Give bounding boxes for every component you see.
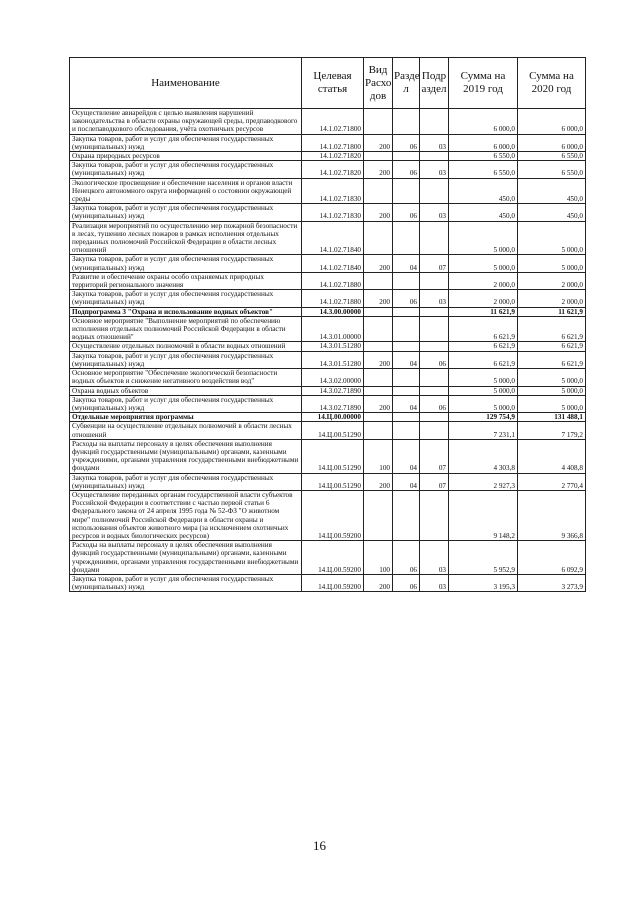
row-subsection: 07	[420, 439, 449, 473]
row-sum-2020: 3 273,9	[518, 574, 586, 591]
row-name: Закупка товаров, работ и услуг для обеспечения государственных (муниципальных) нужд	[70, 473, 302, 490]
row-expense-kind	[364, 369, 393, 386]
row-sum-2020: 11 621,9	[518, 307, 586, 316]
row-expense-kind: 200	[364, 395, 393, 412]
row-target-code: 14.3.01.51280	[302, 351, 364, 368]
row-target-code: 14.3.02.00000	[302, 369, 364, 386]
row-subsection	[420, 109, 449, 135]
row-sum-2020: 5 000,0	[518, 395, 586, 412]
row-section	[393, 316, 420, 342]
row-name: Охрана природных ресурсов	[70, 152, 302, 161]
row-name: Закупка товаров, работ и услуг для обеспечения государственных (муниципальных) нужд	[70, 161, 302, 178]
table-body	[70, 109, 586, 592]
row-name: Субвенции на осуществление отдельных полномочий в области лесных отношений	[70, 422, 302, 439]
header-name: Наименование	[70, 58, 302, 109]
row-name: Расходы на выплаты персоналу в целях обеспечения выполнения функций государственными (муниципальными) органами, казенными учреждениями, органами управления государственными внебюджетными фондами	[70, 439, 302, 473]
row-sum-2020: 6 092,9	[518, 541, 586, 575]
row-section	[393, 152, 420, 161]
row-expense-kind	[364, 413, 393, 422]
table-row	[70, 255, 586, 272]
row-target-code: 14.Ц.00.59200	[302, 574, 364, 591]
row-name: Закупка товаров, работ и услуг для обеспечения государственных (муниципальных) нужд	[70, 574, 302, 591]
row-target-code: 14.3.01.51280	[302, 342, 364, 351]
row-sum-2020: 6 550,0	[518, 161, 586, 178]
budget-table	[69, 57, 586, 592]
header-subsection: Подр аздел	[420, 58, 449, 109]
row-name: Подпрограмма 3 "Охрана и использование водных объектов"	[70, 307, 302, 316]
row-expense-kind: 200	[364, 134, 393, 151]
row-name: Охрана водных объектов	[70, 386, 302, 395]
row-section	[393, 422, 420, 439]
row-subsection	[420, 152, 449, 161]
row-target-code: 14.1.02.71840	[302, 221, 364, 255]
row-expense-kind: 200	[364, 290, 393, 307]
row-target-code: 14.3.00.00000	[302, 307, 364, 316]
row-name: Развитие и обеспечение охраны особо охраняемых природных территорий регионального значения	[70, 272, 302, 289]
row-name: Осуществление отдельных полномочий в области водных отношений	[70, 342, 302, 351]
row-sum-2020: 6 621,9	[518, 316, 586, 342]
row-sum-2020: 2 770,4	[518, 473, 586, 490]
row-sum-2019: 5 000,0	[449, 395, 518, 412]
row-name: Основное мероприятие "Выполнение мероприятий по обеспечению исполнения отдельных полномочий Российской Федерации в области водных отношений"	[70, 316, 302, 342]
row-section	[393, 109, 420, 135]
row-expense-kind	[364, 221, 393, 255]
row-sum-2019: 5 000,0	[449, 386, 518, 395]
row-section: 04	[393, 439, 420, 473]
table-row	[70, 178, 586, 204]
row-name: Расходы на выплаты персоналу в целях обеспечения выполнения функций государственными (муниципальными) органами, казенными учреждениями, органами управления государственными внебюджетными фондами	[70, 541, 302, 575]
row-subsection: 06	[420, 351, 449, 368]
row-subsection: 07	[420, 473, 449, 490]
row-target-code: 14.1.02.71880	[302, 272, 364, 289]
table-row	[70, 221, 586, 255]
row-expense-kind: 100	[364, 541, 393, 575]
row-sum-2019: 6 621,9	[449, 342, 518, 351]
row-sum-2019: 2 927,3	[449, 473, 518, 490]
row-expense-kind	[364, 490, 393, 540]
row-expense-kind	[364, 422, 393, 439]
row-subsection	[420, 221, 449, 255]
row-subsection	[420, 342, 449, 351]
header-sum-2020: Сумма на 2020 год	[518, 58, 586, 109]
row-section	[393, 178, 420, 204]
row-expense-kind	[364, 152, 393, 161]
row-sum-2019: 7 231,1	[449, 422, 518, 439]
row-sum-2020: 6 621,9	[518, 351, 586, 368]
row-sum-2019: 5 000,0	[449, 221, 518, 255]
table-row	[70, 395, 586, 412]
row-section	[393, 386, 420, 395]
row-sum-2020: 5 000,0	[518, 221, 586, 255]
row-sum-2019: 450,0	[449, 204, 518, 221]
row-sum-2020: 2 000,0	[518, 272, 586, 289]
row-subsection	[420, 316, 449, 342]
table-row	[70, 351, 586, 368]
row-subsection: 03	[420, 574, 449, 591]
row-target-code: 14.3.01.00000	[302, 316, 364, 342]
row-section: 04	[393, 395, 420, 412]
row-sum-2020: 5 000,0	[518, 386, 586, 395]
row-section	[393, 307, 420, 316]
row-subsection	[420, 490, 449, 540]
row-subsection: 03	[420, 541, 449, 575]
row-expense-kind	[364, 307, 393, 316]
row-expense-kind: 200	[364, 161, 393, 178]
row-sum-2020: 2 000,0	[518, 290, 586, 307]
row-sum-2019: 4 303,8	[449, 439, 518, 473]
row-name: Закупка товаров, работ и услуг для обеспечения государственных (муниципальных) нужд	[70, 255, 302, 272]
row-name: Закупка товаров, работ и услуг для обеспечения государственных (муниципальных) нужд	[70, 204, 302, 221]
row-sum-2019: 6 000,0	[449, 109, 518, 135]
table-row	[70, 272, 586, 289]
row-section	[393, 413, 420, 422]
table-row	[70, 473, 586, 490]
table-row	[70, 386, 586, 395]
row-section	[393, 272, 420, 289]
row-target-code: 14.Ц.00.59200	[302, 541, 364, 575]
row-sum-2020: 5 000,0	[518, 255, 586, 272]
row-target-code: 14.1.02.71820	[302, 152, 364, 161]
row-section: 06	[393, 204, 420, 221]
row-target-code: 14.1.02.71800	[302, 134, 364, 151]
row-name: Закупка товаров, работ и услуг для обеспечения государственных (муниципальных) нужд	[70, 351, 302, 368]
table-row	[70, 109, 586, 135]
row-subsection	[420, 178, 449, 204]
row-section	[393, 342, 420, 351]
table-row	[70, 541, 586, 575]
row-target-code: 14.Ц.00.59200	[302, 490, 364, 540]
table-row	[70, 134, 586, 151]
row-sum-2019: 6 550,0	[449, 161, 518, 178]
table-row	[70, 161, 586, 178]
row-name: Отдельные мероприятия программы	[70, 413, 302, 422]
row-target-code: 14.3.02.71890	[302, 386, 364, 395]
row-sum-2019: 2 000,0	[449, 272, 518, 289]
row-sum-2019: 2 000,0	[449, 290, 518, 307]
row-sum-2019: 6 550,0	[449, 152, 518, 161]
row-target-code: 14.1.02.71830	[302, 178, 364, 204]
table-row	[70, 413, 586, 422]
row-sum-2020: 9 366,8	[518, 490, 586, 540]
row-sum-2020: 450,0	[518, 204, 586, 221]
row-expense-kind: 200	[364, 255, 393, 272]
row-sum-2020: 6 550,0	[518, 152, 586, 161]
row-target-code: 14.3.02.71890	[302, 395, 364, 412]
row-subsection	[420, 413, 449, 422]
row-subsection: 06	[420, 395, 449, 412]
row-expense-kind	[364, 178, 393, 204]
row-name: Осуществление переданных органам государственной власти субъектов Российской Федерации в соответствии с частью первой статьи 6 Федерального закона от 24 апреля 1995 года № 52-ФЗ "О животном мире" полномочий Российской Федерации в области охраны и использования объектов животного мира (за исключением охотничьих ресурсов и водных биологических ресурсов)	[70, 490, 302, 540]
row-sum-2020: 6 000,0	[518, 109, 586, 135]
row-expense-kind	[364, 386, 393, 395]
row-sum-2019: 3 195,3	[449, 574, 518, 591]
row-section	[393, 369, 420, 386]
row-name: Закупка товаров, работ и услуг для обеспечения государственных (муниципальных) нужд	[70, 395, 302, 412]
row-sum-2019: 450,0	[449, 178, 518, 204]
row-section: 06	[393, 134, 420, 151]
row-section: 06	[393, 290, 420, 307]
row-sum-2019: 5 000,0	[449, 255, 518, 272]
row-expense-kind	[364, 109, 393, 135]
table-row	[70, 316, 586, 342]
row-target-code: 14.1.02.71820	[302, 161, 364, 178]
table-row	[70, 439, 586, 473]
row-section: 04	[393, 473, 420, 490]
row-target-code: 14.Ц.00.51290	[302, 473, 364, 490]
row-name: Экологическое просвещение и обеспечение населения и органов власти Ненецкого автономного округа информацией о состоянии окружающей среды	[70, 178, 302, 204]
row-target-code: 14.1.02.71840	[302, 255, 364, 272]
row-section: 06	[393, 541, 420, 575]
row-name: Осуществление авиарейдов с целью выявления нарушений законодательства в области охраны окружающей среды, предпаводкового и послепаводкового обследования, учёта охотничьих ресурсов	[70, 109, 302, 135]
row-expense-kind: 200	[364, 574, 393, 591]
row-target-code: 14.1.02.71880	[302, 290, 364, 307]
row-sum-2020: 7 179,2	[518, 422, 586, 439]
table-row	[70, 490, 586, 540]
row-sum-2020: 131 488,1	[518, 413, 586, 422]
row-section: 06	[393, 161, 420, 178]
header-row	[70, 58, 586, 109]
row-sum-2019: 6 000,0	[449, 134, 518, 151]
row-subsection: 03	[420, 134, 449, 151]
table-row	[70, 574, 586, 591]
row-target-code: 14.1.02.71830	[302, 204, 364, 221]
row-sum-2020: 5 000,0	[518, 369, 586, 386]
row-target-code: 14.Ц.00.51290	[302, 439, 364, 473]
row-sum-2019: 9 148,2	[449, 490, 518, 540]
table-row	[70, 307, 586, 316]
row-sum-2020: 6 621,9	[518, 342, 586, 351]
row-expense-kind	[364, 342, 393, 351]
row-name: Реализация мероприятий по осуществлению мер пожарной безопасности в лесах, тушению лесных пожаров в рамках исполнения отдельных переданных полномочий Российской Федерации в области лесных отношений	[70, 221, 302, 255]
row-sum-2019: 5 000,0	[449, 369, 518, 386]
table-row	[70, 152, 586, 161]
table-row	[70, 342, 586, 351]
header-section: Разде л	[393, 58, 420, 109]
row-name: Закупка товаров, работ и услуг для обеспечения государственных (муниципальных) нужд	[70, 134, 302, 151]
row-expense-kind	[364, 272, 393, 289]
row-target-code: 14.1.02.71800	[302, 109, 364, 135]
row-sum-2019: 11 621,9	[449, 307, 518, 316]
table-row	[70, 422, 586, 439]
row-name: Закупка товаров, работ и услуг для обеспечения государственных (муниципальных) нужд	[70, 290, 302, 307]
row-sum-2020: 450,0	[518, 178, 586, 204]
row-sum-2019: 6 621,9	[449, 351, 518, 368]
row-subsection: 03	[420, 161, 449, 178]
row-name: Основное мероприятие "Обеспечение экологической безопасности водных объектов и снижение негативного воздействия вод"	[70, 369, 302, 386]
row-section	[393, 490, 420, 540]
header-target: Целевая статья	[302, 58, 364, 109]
page-number: 16	[313, 838, 326, 853]
row-target-code: 14.Ц.00.51290	[302, 422, 364, 439]
row-sum-2019: 5 952,9	[449, 541, 518, 575]
row-expense-kind: 100	[364, 439, 393, 473]
row-subsection: 07	[420, 255, 449, 272]
row-sum-2019: 129 754,9	[449, 413, 518, 422]
row-sum-2020: 6 000,0	[518, 134, 586, 151]
row-section	[393, 221, 420, 255]
row-subsection	[420, 307, 449, 316]
header-kind: Вид Расхо дов	[364, 58, 393, 109]
row-expense-kind: 200	[364, 204, 393, 221]
row-expense-kind: 200	[364, 351, 393, 368]
row-expense-kind: 200	[364, 473, 393, 490]
row-sum-2019: 6 621,9	[449, 316, 518, 342]
row-section: 06	[393, 574, 420, 591]
row-subsection: 03	[420, 204, 449, 221]
row-sum-2020: 4 408,8	[518, 439, 586, 473]
row-subsection: 03	[420, 290, 449, 307]
header-sum-2019: Сумма на 2019 год	[449, 58, 518, 109]
row-subsection	[420, 386, 449, 395]
table-row	[70, 204, 586, 221]
row-subsection	[420, 369, 449, 386]
row-subsection	[420, 422, 449, 439]
row-expense-kind	[364, 316, 393, 342]
row-subsection	[420, 272, 449, 289]
table-row	[70, 290, 586, 307]
row-target-code: 14.Ц.00.00000	[302, 413, 364, 422]
table-row	[70, 369, 586, 386]
row-section: 04	[393, 351, 420, 368]
row-section: 04	[393, 255, 420, 272]
